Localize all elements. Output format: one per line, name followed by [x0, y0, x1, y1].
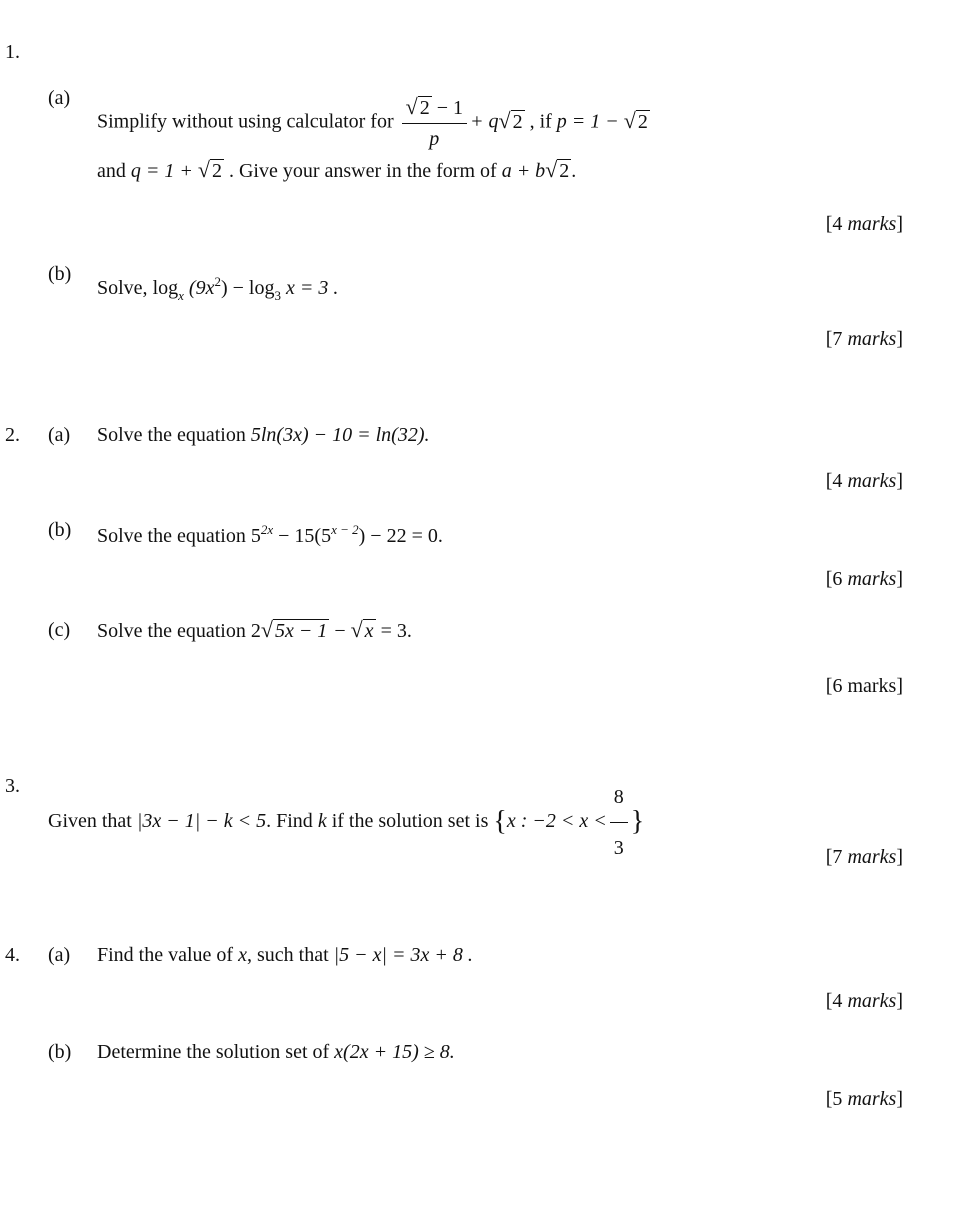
q2b-label: (b): [48, 519, 72, 541]
math-fragment: 8: [610, 772, 628, 823]
text: . Give your answer in the form of: [223, 160, 502, 182]
marks-label: [826, 213, 903, 236]
math-fragment: [5: [825, 1088, 848, 1110]
math-fragment: marks: [847, 470, 897, 492]
math-fragment: ]: [896, 470, 903, 492]
radicand: 2: [211, 160, 222, 182]
math-fragment: √: [498, 107, 511, 133]
math-fragment: x: [238, 944, 247, 966]
q4b-label: (b): [48, 1041, 72, 1063]
math-fragment: }: [630, 806, 645, 838]
math-fragment: ]: [896, 1088, 903, 1110]
math-fragment: , such that: [246, 944, 334, 966]
q4a-label: (a): [48, 944, 71, 966]
math-fragment: [6: [825, 568, 848, 590]
q2c-text: [97, 618, 412, 643]
math-fragment: Find the value of: [97, 944, 239, 966]
q3-text: [48, 772, 644, 873]
math-fragment: x = 3 .: [280, 277, 339, 299]
math-fragment: [4: [825, 990, 848, 1012]
q1a-label: (a): [48, 87, 71, 109]
math-fragment: Determine the solution set of: [97, 1041, 335, 1063]
math-fragment: [4: [825, 470, 848, 492]
question-1-number: 1.: [5, 41, 20, 63]
question-3-number: 3.: [5, 775, 20, 797]
text: and: [97, 160, 131, 182]
q4b-text: [97, 1040, 455, 1064]
math-fragment: 2: [214, 274, 221, 289]
marks-label: [826, 1088, 903, 1111]
math-fragment: marks: [847, 990, 897, 1012]
marks-label: [826, 568, 903, 591]
math-fragment: x − 2: [331, 522, 359, 537]
math-fragment: 3: [274, 288, 281, 303]
math-fragment: if the solution set is: [326, 810, 494, 833]
math-fragment: marks: [847, 1088, 897, 1110]
math-fragment: 2: [250, 620, 261, 642]
math-fragment: ]: [896, 213, 903, 235]
math-fragment: |5 − x| = 3x + 8 .: [333, 944, 473, 966]
math-fragment: 5x − 1: [274, 620, 328, 642]
math-fragment: Solve the equation: [97, 525, 251, 547]
math-fragment: [351, 618, 376, 643]
math-fragment: ) − 22 = 0.: [358, 525, 443, 547]
math-fragment: √: [260, 617, 273, 642]
marks-label: [826, 990, 903, 1013]
marks-label: [826, 470, 903, 493]
math-fragment: {: [493, 806, 507, 838]
math-fragment: ): [220, 277, 228, 299]
math-fragment: √: [350, 617, 363, 642]
num-rest: − 1: [431, 97, 463, 119]
math-fragment: √: [623, 107, 636, 133]
math-fragment: ]: [896, 990, 903, 1012]
math-fragment: (9x: [188, 277, 215, 299]
math-fragment: 2x: [260, 522, 274, 537]
q2b-text: [97, 518, 443, 548]
denominator: p: [429, 128, 440, 150]
math-fragment: x(2x + 15) ≥ 8.: [334, 1041, 455, 1063]
math-fragment: Given that: [48, 810, 137, 833]
q4a-text: [97, 943, 473, 967]
q2a-label: (a): [48, 424, 71, 446]
math-fragment: −: [329, 620, 351, 642]
math-fragment: marks: [847, 213, 897, 235]
math-fragment: − log: [227, 277, 275, 299]
math-fragment: [624, 106, 650, 137]
math-fragment: 5: [250, 525, 261, 547]
math-fragment: log: [152, 277, 179, 299]
math-fragment: ]: [896, 328, 903, 350]
radicand: 2: [419, 97, 430, 119]
q1a-line2: [97, 158, 576, 183]
math: p = 1 −: [556, 110, 624, 133]
text: .: [571, 160, 577, 182]
math: q = 1 +: [130, 160, 198, 182]
q2a-text: [97, 423, 429, 447]
radicand: 2: [559, 160, 570, 182]
q1b-text: [97, 270, 338, 308]
math-fragment: ]: [896, 846, 903, 868]
math-fragment: marks: [847, 328, 897, 350]
math-fragment: [406, 92, 432, 123]
math-fragment: k: [317, 810, 327, 833]
marks-label: [826, 846, 903, 869]
math-fragment: marks: [847, 568, 897, 590]
math-fragment: |3x − 1| − k < 5: [136, 810, 267, 833]
radicand: 2: [637, 110, 648, 133]
math-fragment: √: [197, 157, 210, 182]
math-fragment: [198, 158, 224, 183]
math-fragment: [7: [825, 846, 848, 868]
fraction: [402, 92, 467, 154]
math-fragment: x: [178, 288, 184, 303]
math-fragment: [545, 158, 571, 183]
math-fragment: x : −2 < x <: [506, 810, 607, 833]
math-fragment: [4: [825, 213, 848, 235]
q1b-label: (b): [48, 263, 72, 285]
math-fragment: marks: [847, 846, 897, 868]
math-fragment: Solve,: [97, 277, 153, 299]
radicand: 2: [512, 110, 523, 133]
math: + q: [469, 110, 499, 133]
math: a + b: [501, 160, 546, 182]
question-2-number: 2.: [5, 424, 20, 446]
math-fragment: [610, 772, 628, 873]
text: Simplify without using calculator for: [97, 110, 394, 133]
math-fragment: Solve the equation: [97, 620, 251, 642]
math-fragment: ]: [896, 568, 903, 590]
math-fragment: x: [364, 620, 374, 642]
math-fragment: [402, 92, 467, 124]
marks-label: [6 marks]: [825, 675, 903, 697]
math-fragment: [498, 106, 524, 137]
math-fragment: √: [545, 157, 558, 182]
text: , if: [524, 110, 557, 133]
math-fragment: = 3.: [375, 620, 412, 642]
math-fragment: Solve the equation: [97, 424, 251, 446]
math-fragment: [261, 618, 329, 643]
math-fragment: 5ln(3x) − 10 = ln(32).: [250, 424, 430, 446]
q2c-label: (c): [48, 619, 71, 641]
marks-label: [826, 328, 903, 351]
math-fragment: − 15(5: [273, 525, 332, 547]
math-fragment: √: [405, 94, 418, 119]
math-fragment: 3: [613, 837, 624, 859]
q1a-line1: [97, 92, 650, 154]
math-fragment: [7: [825, 328, 848, 350]
question-4-number: 4.: [5, 944, 20, 966]
math-fragment: . Find: [266, 810, 318, 833]
